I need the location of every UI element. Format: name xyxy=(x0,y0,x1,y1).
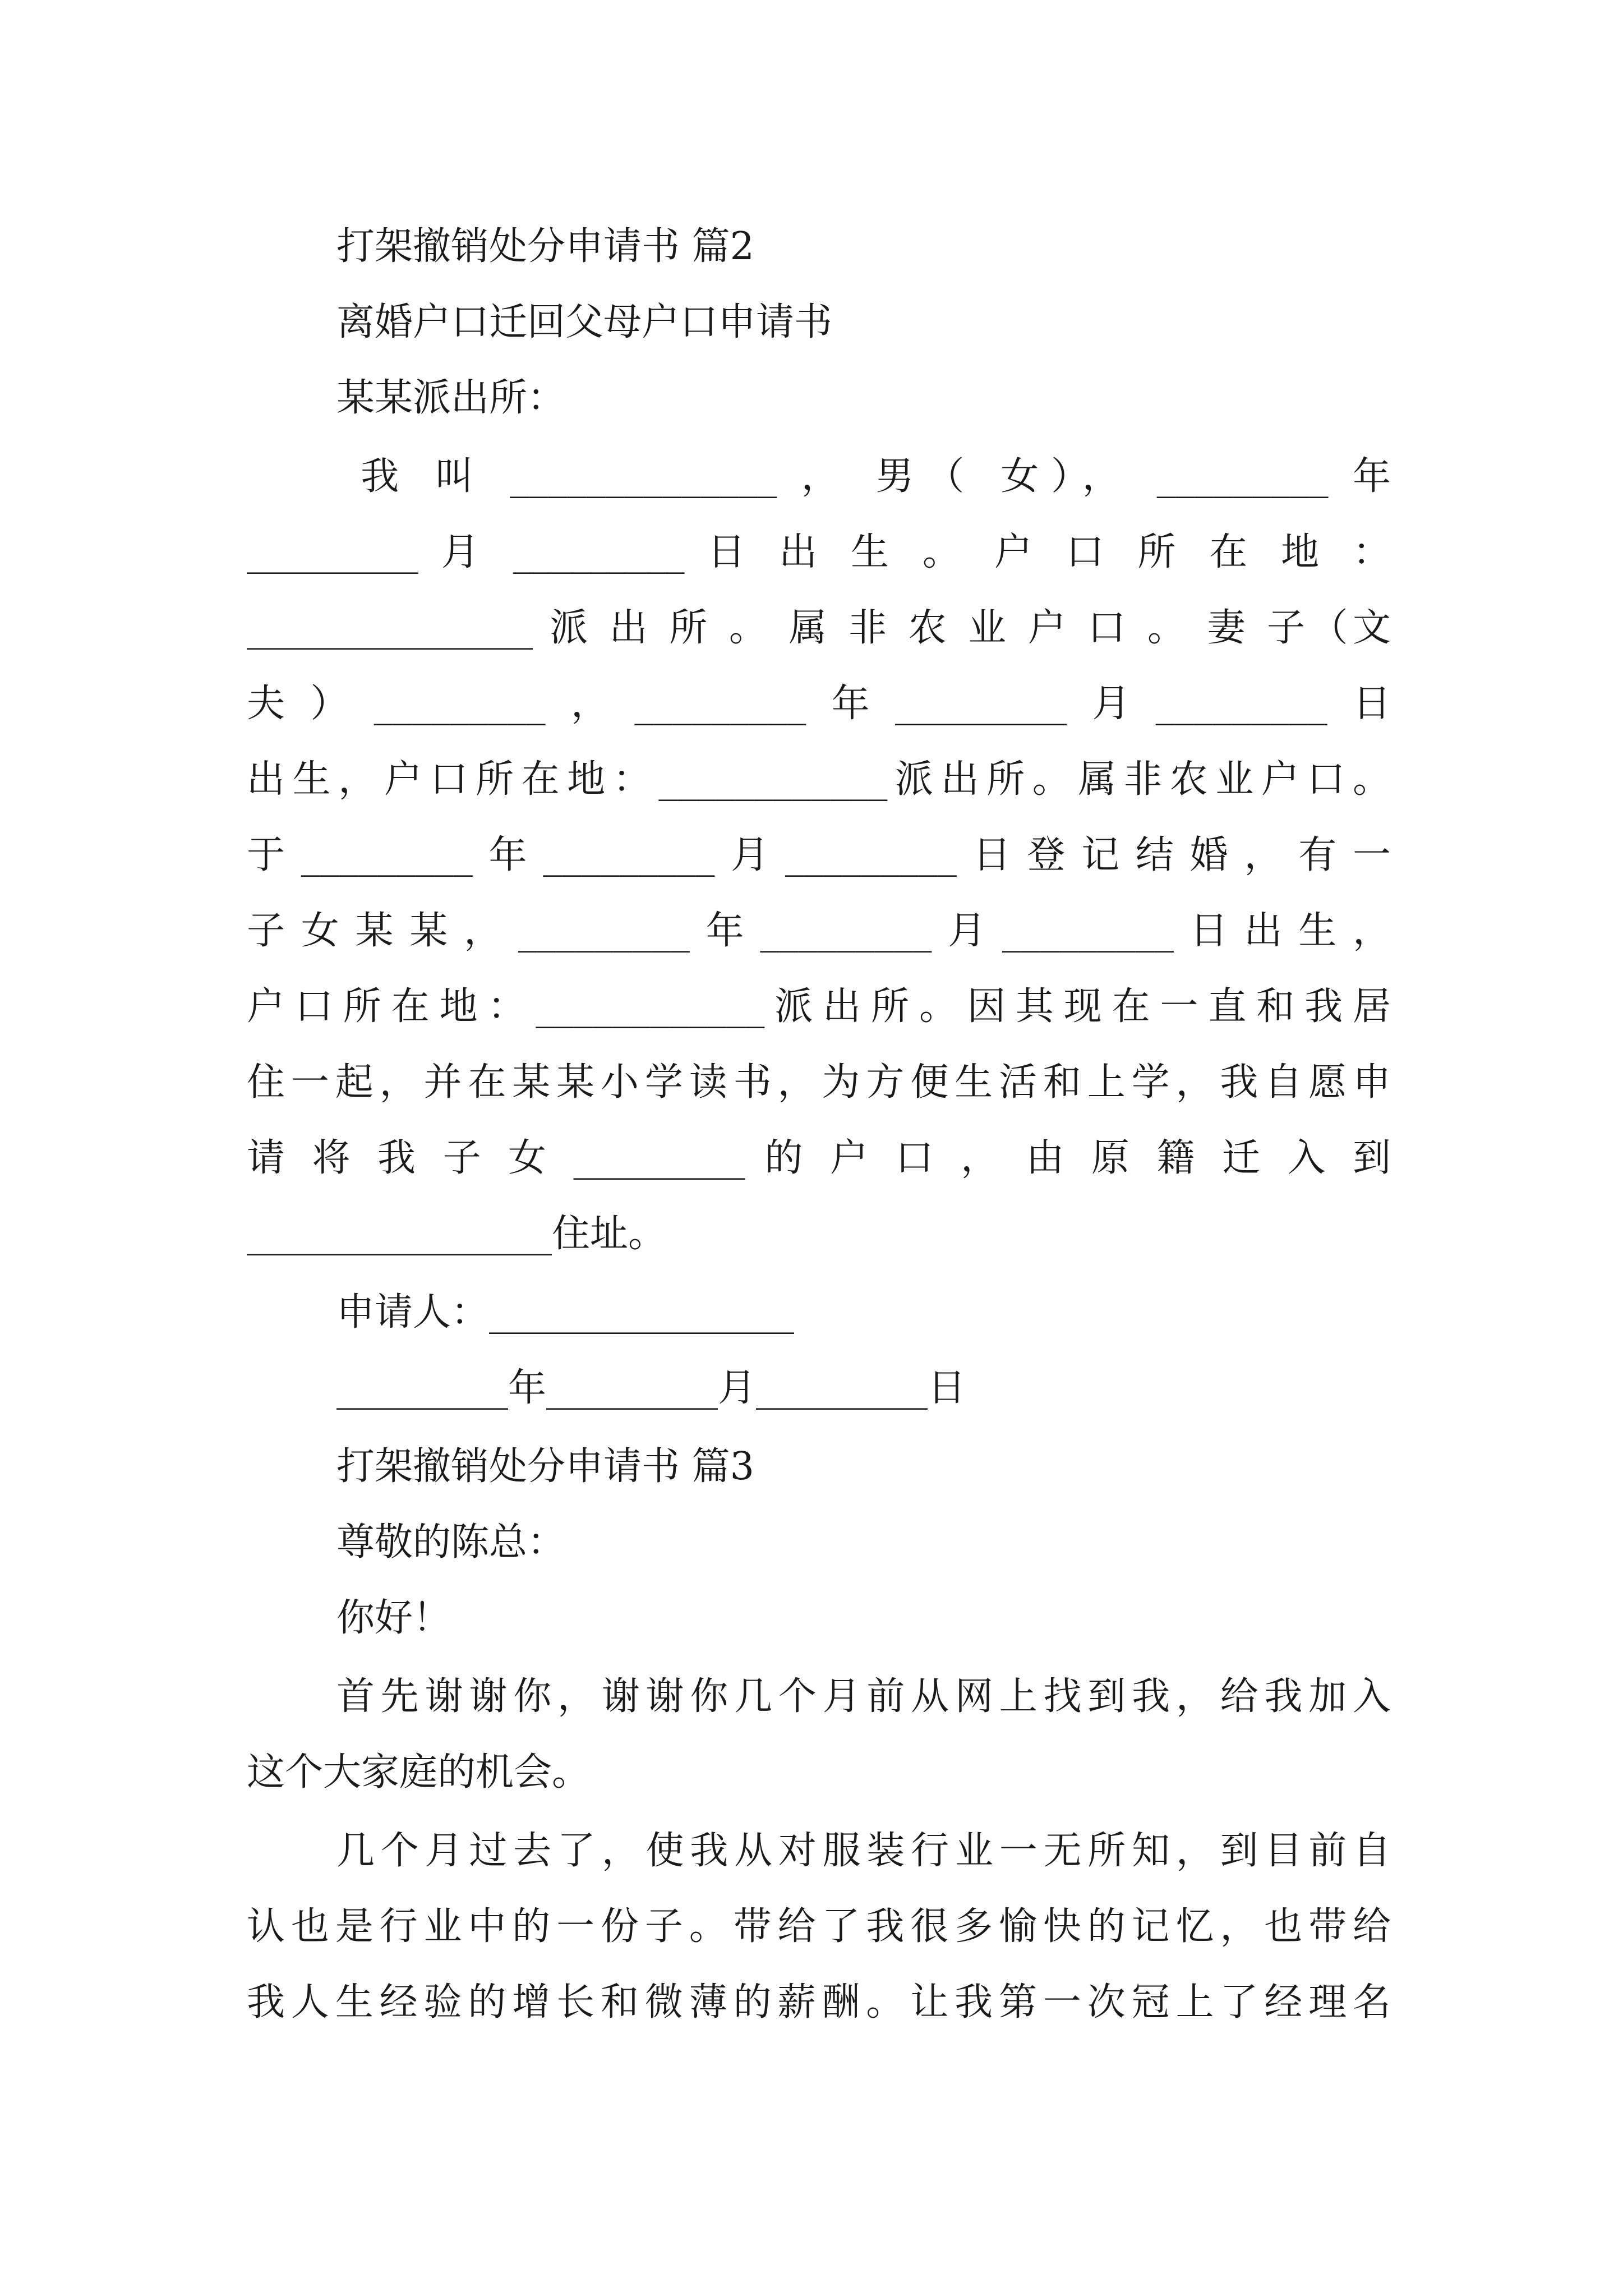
letter-salutation: 尊敬的陈总： xyxy=(336,1520,566,1565)
applicant-signature-line: 申请人：________________ xyxy=(336,1290,795,1335)
body-line: 出生，户口所在地：____________派出所。属非农业户口。 xyxy=(247,757,1391,802)
letter-title: 离婚户口迁回父母户口申请书 xyxy=(336,300,833,344)
body-line: 住一起，并在某某小学读书，为方便生活和上学，我自愿申 xyxy=(247,1060,1391,1105)
body-line: 这个大家庭的机会。 xyxy=(247,1750,591,1795)
greeting: 你好！ xyxy=(336,1596,451,1640)
body-line: 首先谢谢你，谢谢你几个月前从网上找到我，给我加入 xyxy=(336,1674,1391,1719)
body-line: 夫）_________，_________年_________月_________日 xyxy=(247,682,1391,726)
body-line: _______________ 派 出 所 。 属 非 农 业 户 口 。 妻 子（文 xyxy=(247,606,1391,650)
body-line: 认也是行业中的一份子。带给了我很多愉快的记忆，也带给 xyxy=(247,1904,1391,1949)
body-line: 子女某某，_________年_________月_________日出生， xyxy=(247,909,1391,953)
body-line: 户口所在地：____________派出所。因其现在一直和我居 xyxy=(247,984,1391,1029)
body-line: _________ 月 _________ 日 出 生 。 户 口 所 在 地 ： xyxy=(247,530,1391,574)
date-line: _________年_________月_________日 xyxy=(336,1366,966,1410)
body-line: 我 叫 ______________ ， 男（ 女）， _________ 年 xyxy=(336,454,1391,499)
letter-salutation: 某某派出所： xyxy=(336,376,566,420)
section-heading-3: 打架撤销处分申请书 篇3 xyxy=(336,1444,754,1489)
body-line: 我人生经验的增长和微薄的薪酬。让我第一次冠上了经理名 xyxy=(247,1980,1391,2024)
section-heading-2: 打架撤销处分申请书 篇2 xyxy=(336,224,754,269)
body-line: 几个月过去了，使我从对服装行业一无所知，到目前自 xyxy=(336,1829,1391,1873)
body-line: ________________住址。 xyxy=(247,1212,667,1256)
body-line: 于_________年_________月_________日登记结婚，有一 xyxy=(247,833,1391,877)
body-line: 请 将 我 子 女 _________ 的 户 口 ， 由 原 籍 迁 入 到 xyxy=(247,1136,1391,1180)
